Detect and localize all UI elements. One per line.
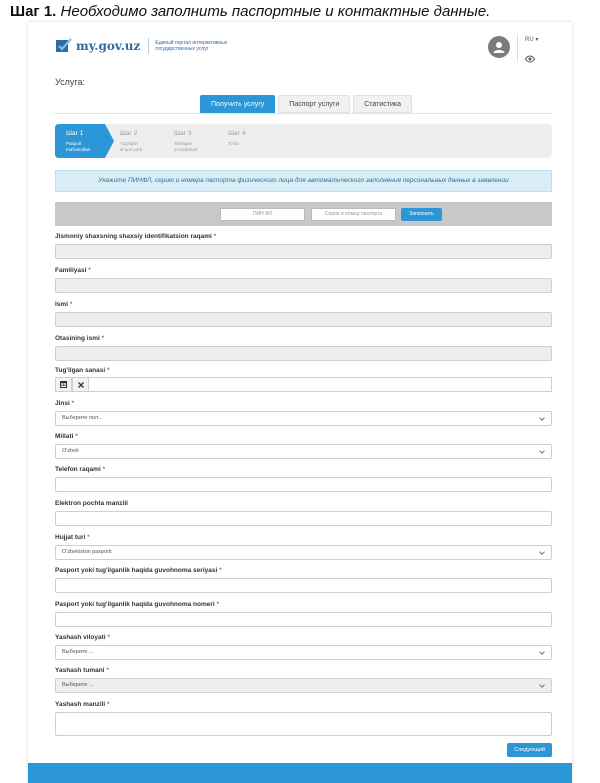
nomeri-label bbox=[55, 601, 219, 608]
step-3-subtitle: Tanlagan yo'nalishlari bbox=[174, 141, 198, 152]
document-heading bbox=[10, 3, 490, 20]
required-mark: * bbox=[107, 701, 110, 708]
tugilgan-label-text: Tug'ilgan sanasi bbox=[55, 367, 106, 374]
step-2-title: Шаг 2 bbox=[120, 130, 138, 137]
required-mark: * bbox=[87, 534, 90, 541]
step-3-title: Шаг 3 bbox=[174, 130, 192, 137]
required-mark: * bbox=[107, 367, 110, 374]
email-field[interactable] bbox=[55, 511, 552, 526]
logo-text: my.gov.uz bbox=[76, 39, 141, 53]
fill-button[interactable]: Заполнить bbox=[401, 208, 442, 221]
autofill-bar bbox=[55, 202, 552, 226]
viloyat-label bbox=[55, 634, 110, 641]
next-button[interactable]: Следующий bbox=[507, 743, 552, 757]
step-4-subtitle: To'lov bbox=[228, 141, 240, 146]
tuman-label bbox=[55, 667, 109, 674]
eye-icon[interactable] bbox=[525, 50, 535, 58]
tugilgan-label bbox=[55, 367, 110, 374]
tabs-divider bbox=[54, 113, 553, 114]
required-mark: * bbox=[71, 400, 75, 407]
required-mark: * bbox=[106, 667, 109, 674]
jshshir-label-text: Jismoniy shaxsning shaxsiy identifikatsion raqami bbox=[55, 233, 212, 240]
hujjat-label-text: Hujjat turi bbox=[55, 534, 86, 541]
service-label: Услуга: bbox=[55, 77, 85, 87]
viloyat-label-text: Yashash viloyati bbox=[55, 634, 106, 641]
required-mark: * bbox=[219, 567, 222, 574]
millati-label bbox=[55, 433, 78, 440]
ism-label bbox=[55, 301, 72, 308]
nomeri-label-text: Pasport yoki tug'ilganlik haqida guvohnoma nomeri bbox=[55, 601, 215, 608]
footer-bar bbox=[28, 763, 572, 783]
nationality-select[interactable]: O'zbek bbox=[55, 444, 552, 459]
otasining-field[interactable] bbox=[55, 346, 552, 361]
otasining-label-text: Otasining ismi bbox=[55, 335, 100, 342]
step-1-subtitle: Pasport ma'lumotlari bbox=[66, 141, 91, 152]
telefon-label-text: Telefon raqami bbox=[55, 466, 101, 473]
email-label bbox=[55, 500, 128, 507]
logo-subtitle: Единый портал интерактивных государственных услуг bbox=[155, 40, 228, 52]
address-field[interactable] bbox=[55, 712, 552, 736]
seriya-label-text: Pasport yoki tug'ilganlik haqida guvohnoma seriyasi bbox=[55, 567, 218, 574]
required-mark: * bbox=[75, 433, 78, 440]
manzil-label-text: Yashash manzili bbox=[55, 701, 106, 708]
required-mark: * bbox=[102, 466, 106, 473]
checkmark-icon bbox=[56, 38, 72, 54]
passport-input[interactable]: Серия и номер паспорта bbox=[311, 208, 396, 221]
millati-label-text: Millati bbox=[55, 433, 74, 440]
passport-number-field[interactable] bbox=[55, 612, 552, 627]
language-selector[interactable]: RU ▾ bbox=[525, 37, 539, 43]
jshshir-label bbox=[55, 233, 216, 240]
site-logo[interactable] bbox=[56, 38, 235, 54]
required-mark: * bbox=[69, 301, 73, 308]
hujjat-label bbox=[55, 534, 90, 541]
required-mark: * bbox=[101, 335, 105, 342]
phone-field[interactable] bbox=[55, 477, 552, 492]
step-1-title: Шаг 1 bbox=[66, 130, 84, 137]
tab-statistics[interactable]: Статистика bbox=[353, 95, 412, 113]
familiya-label bbox=[55, 267, 91, 274]
jshshir-field[interactable] bbox=[55, 244, 552, 259]
logo-divider bbox=[148, 38, 149, 54]
birthdate-input[interactable] bbox=[89, 377, 552, 392]
header-divider bbox=[517, 34, 518, 62]
tab-service-passport[interactable]: Паспорт услуги bbox=[278, 95, 350, 113]
region-select[interactable]: Выберите ... bbox=[55, 645, 552, 660]
pin-input[interactable]: ПИН ФЛ bbox=[220, 208, 305, 221]
email-label-text: Elektron pochta manzili bbox=[55, 500, 128, 507]
step-4-title: Шаг 4 bbox=[228, 130, 246, 137]
otasining-label bbox=[55, 335, 104, 342]
familiya-label-text: Familiyasi bbox=[55, 267, 87, 274]
step-2-subtitle: Tug'ilgan el qon yorti bbox=[120, 141, 143, 152]
required-mark: * bbox=[213, 233, 217, 240]
portal-screen bbox=[28, 22, 572, 783]
district-select[interactable]: Выберите ... bbox=[55, 678, 552, 693]
calendar-icon[interactable] bbox=[55, 377, 72, 392]
heading-step: Шаг 1. bbox=[10, 3, 57, 20]
telefon-label bbox=[55, 466, 105, 473]
info-alert: Укажите ПИНФЛ, серию и номера паспорта физического лица для автоматического заполнения персональных данных в заявлении bbox=[55, 170, 552, 192]
required-mark: * bbox=[88, 267, 91, 274]
heading-text: Необходимо заполнить паспортные и контактные данные. bbox=[60, 3, 491, 20]
avatar-icon[interactable] bbox=[488, 36, 510, 58]
familiya-field[interactable] bbox=[55, 278, 552, 293]
service-tabs bbox=[200, 95, 415, 113]
document-type-select[interactable]: O'zbekiston pasporti bbox=[55, 545, 552, 560]
required-mark: * bbox=[107, 634, 110, 641]
seriya-label bbox=[55, 567, 222, 574]
ism-label-text: Ismi bbox=[55, 301, 69, 308]
jinsi-label-text: Jinsi bbox=[55, 400, 70, 407]
clear-icon[interactable] bbox=[72, 377, 89, 392]
required-mark: * bbox=[216, 601, 220, 608]
birthdate-group bbox=[55, 377, 552, 392]
gender-select[interactable]: Выберите пол... bbox=[55, 411, 552, 426]
manzil-label bbox=[55, 701, 110, 708]
tab-get-service[interactable]: Получить услугу bbox=[200, 95, 275, 113]
tuman-label-text: Yashash tumani bbox=[55, 667, 105, 674]
ism-field[interactable] bbox=[55, 312, 552, 327]
jinsi-label bbox=[55, 400, 74, 407]
step-progress bbox=[55, 124, 552, 158]
passport-series-field[interactable] bbox=[55, 578, 552, 593]
